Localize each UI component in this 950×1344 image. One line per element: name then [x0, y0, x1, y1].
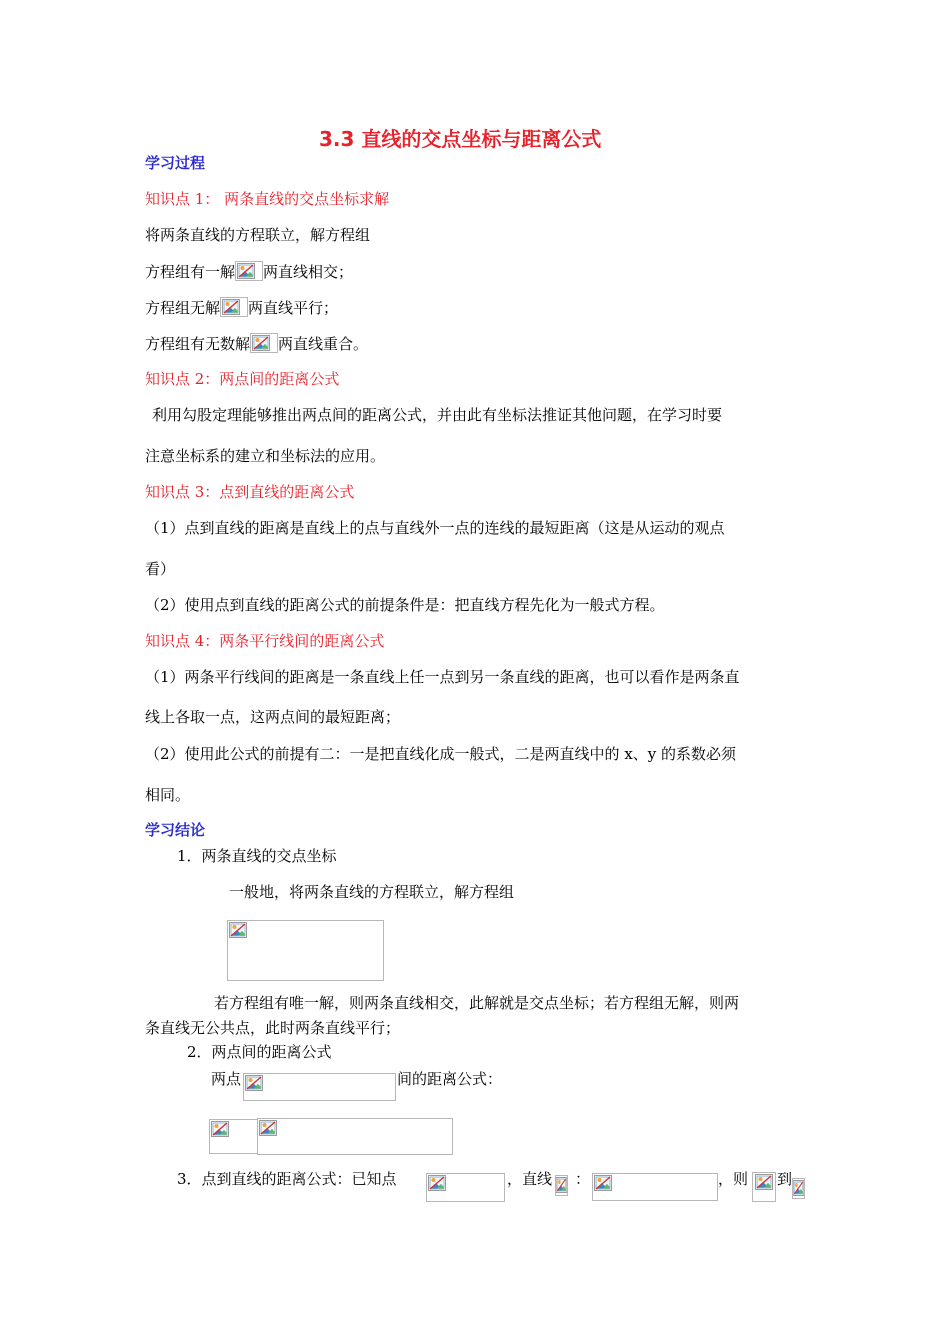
kp1-line2-b: 两直线相交； — [263, 263, 354, 281]
point-p0-image — [426, 1173, 505, 1202]
conclusion-item1-line2: 若方程组有唯一解，则两条直线相交，此解就是交点坐标；若方程组无解，则两 — [214, 994, 740, 1012]
formula-image — [235, 261, 263, 281]
kp1-line3-a: 方程组无解 — [145, 299, 221, 317]
conclusion-item3-c: ： — [575, 1170, 591, 1188]
kp3-line1: （1）点到直线的距离是直线上的点与直线外一点的连线的最短距离（这是从运动的观点 — [145, 519, 725, 537]
kp1-line4 — [145, 333, 368, 354]
broken-image-icon — [222, 299, 240, 315]
kp1-heading: 知识点 1： 两条直线的交点坐标求解 — [145, 190, 390, 208]
conclusion-item1-line1: 一般地，将两条直线的方程联立，解方程组 — [229, 883, 515, 901]
broken-image-icon — [259, 1120, 277, 1136]
conclusion-item2: 2．两点间的距离公式 — [187, 1043, 332, 1061]
conclusion-item3-a: 3．点到直线的距离公式：已知点 — [177, 1170, 397, 1188]
page-title: 3.3 直线的交点坐标与距离公式 — [319, 127, 602, 151]
conclusion-item2-a: 两点 — [211, 1070, 242, 1088]
conclusion-item1-line3: 条直线无公共点，此时两条直线平行； — [145, 1019, 401, 1037]
broken-image-icon — [245, 1075, 263, 1091]
broken-image-icon — [755, 1174, 773, 1190]
distance-symbol-image — [209, 1119, 259, 1154]
kp1-line3-b: 两直线平行； — [248, 299, 339, 317]
equation-system-image — [227, 920, 384, 981]
kp3-line2: 看） — [145, 560, 176, 578]
kp4-line2: 线上各取一点，这两点间的最短距离； — [145, 708, 401, 726]
kp4-heading: 知识点 4：两条平行线间的距离公式 — [145, 632, 385, 650]
section-heading-conclusion: 学习结论 — [145, 821, 206, 839]
broken-image-icon — [793, 1180, 804, 1196]
kp4-line1: （1）两条平行线间的距离是一条直线上任一点到另一条直线的距离，也可以看作是两条直 — [145, 668, 740, 686]
broken-image-icon — [428, 1175, 446, 1191]
formula-image — [250, 333, 278, 353]
kp1-line3 — [145, 297, 338, 318]
line-l-image — [555, 1175, 568, 1196]
conclusion-item3-b: ，直线 — [507, 1170, 553, 1188]
conclusion-item1: 1．两条直线的交点坐标 — [177, 847, 337, 865]
broken-image-icon — [594, 1175, 612, 1191]
kp2-heading: 知识点 2：两点间的距离公式 — [145, 370, 340, 388]
points-image — [243, 1073, 396, 1101]
distance-formula-image — [257, 1118, 453, 1155]
section-heading-process: 学习过程 — [145, 154, 206, 172]
kp4-line4: 相同。 — [145, 786, 191, 804]
broken-image-icon — [252, 335, 270, 351]
kp3-heading: 知识点 3：点到直线的距离公式 — [145, 483, 355, 501]
broken-image-icon — [556, 1177, 567, 1193]
kp2-line1: 利用勾股定理能够推出两点间的距离公式，并由此有坐标法推证其他问题，在学习时要 — [152, 406, 723, 424]
kp1-line2 — [145, 261, 353, 282]
kp1-line4-a: 方程组有无数解 — [145, 335, 251, 353]
broken-image-icon — [211, 1121, 229, 1137]
line-l-symbol-image — [792, 1178, 805, 1199]
conclusion-item2-b: 间的距离公式： — [397, 1070, 503, 1088]
broken-image-icon — [237, 263, 255, 279]
kp3-line3: （2）使用点到直线的距离公式的前提条件是：把直线方程先化为一般式方程。 — [145, 596, 665, 614]
kp1-line4-b: 两直线重合。 — [278, 335, 369, 353]
kp1-line1: 将两条直线的方程联立，解方程组 — [145, 226, 371, 244]
broken-image-icon — [229, 922, 247, 938]
line-equation-image — [592, 1173, 718, 1201]
point-p0-symbol-image — [752, 1172, 776, 1202]
conclusion-item3-d: ，则 — [718, 1170, 749, 1188]
formula-image — [220, 297, 248, 317]
kp4-line3: （2）使用此公式的前提有二：一是把直线化成一般式，二是两直线中的 x、y 的系数必须 — [145, 745, 737, 763]
kp1-line2-a: 方程组有一解 — [145, 263, 236, 281]
kp2-line2: 注意坐标系的建立和坐标法的应用。 — [145, 447, 386, 465]
conclusion-item3-e: 到 — [777, 1170, 793, 1188]
